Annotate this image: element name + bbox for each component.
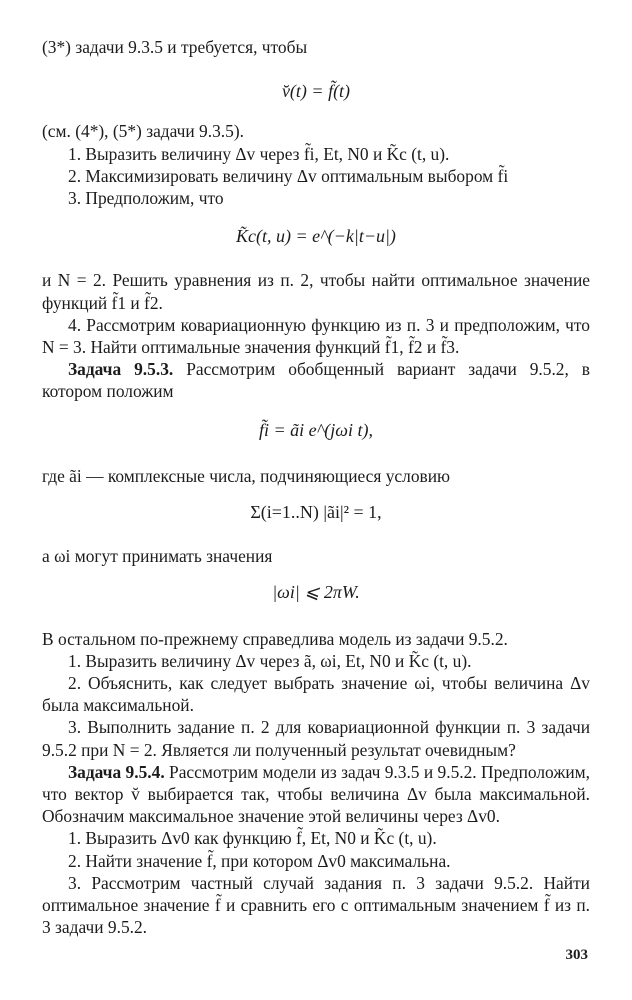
task-paragraph (42, 358, 590, 402)
formula-sum-condition: Σ(i=1..N) |ãi|² = 1, (250, 502, 382, 523)
list-item: 3. Выполнить задание п. 2 для ковариационной функции п. 3 задачи 9.5.2 при N = 2. Является ли полученный результат очевидным? (42, 717, 590, 760)
page-number: 303 (565, 947, 588, 963)
list-item: 1. Выразить величину Δv через ã, ωi, Et, N0 и K̃c (t, u). (68, 650, 472, 671)
task-paragraph (42, 761, 590, 828)
task-text: Рассмотрим модели из задач 9.3.5 и 9.5.2. Предположим, что вектор v̆ выбирается так, чтобы величина Δv была максимальной. Обозначим максимальное значение этой величины через Δv0. (42, 761, 590, 827)
paragraph: В остальном по-прежнему справедлива модель из задачи 9.5.2. (42, 628, 508, 649)
list-item: 1. Выразить величину Δv через f̃i, Et, N0 и K̃c (t, u). (68, 143, 450, 164)
formula-v-equals-f: v̆(t) = f̃(t) (281, 81, 351, 102)
task-title: Задача 9.5.4. (68, 761, 165, 782)
text-line: (см. (4*), (5*) задачи 9.3.5). (42, 121, 244, 142)
formula-kernel: K̃c(t, u) = e^(−k|t−u|) (236, 226, 396, 247)
list-item: 2. Максимизировать величину Δv оптимальным выбором f̃i (68, 165, 509, 186)
list-item: 4. Рассмотрим ковариационную функцию из п. 3 и предположим, что N = 3. Найти оптимальные значения функций f̃1, f̃2 и f̃3. (42, 314, 590, 358)
paragraph: а ωi могут принимать значения (42, 546, 273, 567)
paragraph: и N = 2. Решить уравнения из п. 2, чтобы найти оптимальное значение функций f̃1 и f̃2. (42, 270, 590, 313)
text-line: (3*) задачи 9.3.5 и требуется, чтобы (42, 37, 308, 57)
list-item: 2. Найти значение f̃, при котором Δv0 максимальна. (68, 850, 451, 871)
task-title: Задача 9.5.3. (68, 359, 174, 380)
list-item: 1. Выразить Δv0 как функцию f̃, Et, N0 и K̃c (t, u). (68, 828, 437, 849)
task-text: Рассмотрим обобщенный вариант задачи 9.5.2, в котором положим (42, 359, 590, 402)
paragraph: где ãi — комплексные числа, подчиняющиеся условию (42, 465, 451, 486)
formula-f-tilde: f̃i = ãi e^(jωi t), (259, 419, 373, 440)
list-item: 2. Объяснить, как следует выбрать значение ωi, чтобы величина Δv была максимальной. (42, 673, 590, 716)
formula-omega-limit: |ωi| ⩽ 2πW. (272, 582, 360, 603)
list-item: 3. Рассмотрим частный случай задания п. 3 задачи 9.5.2. Найти оптимальное значение f̃ и сравнить его с оптимальным значением f̃ из п. 3 задачи 9.5.2. (42, 872, 590, 938)
list-item: 3. Предположим, что (68, 188, 224, 209)
